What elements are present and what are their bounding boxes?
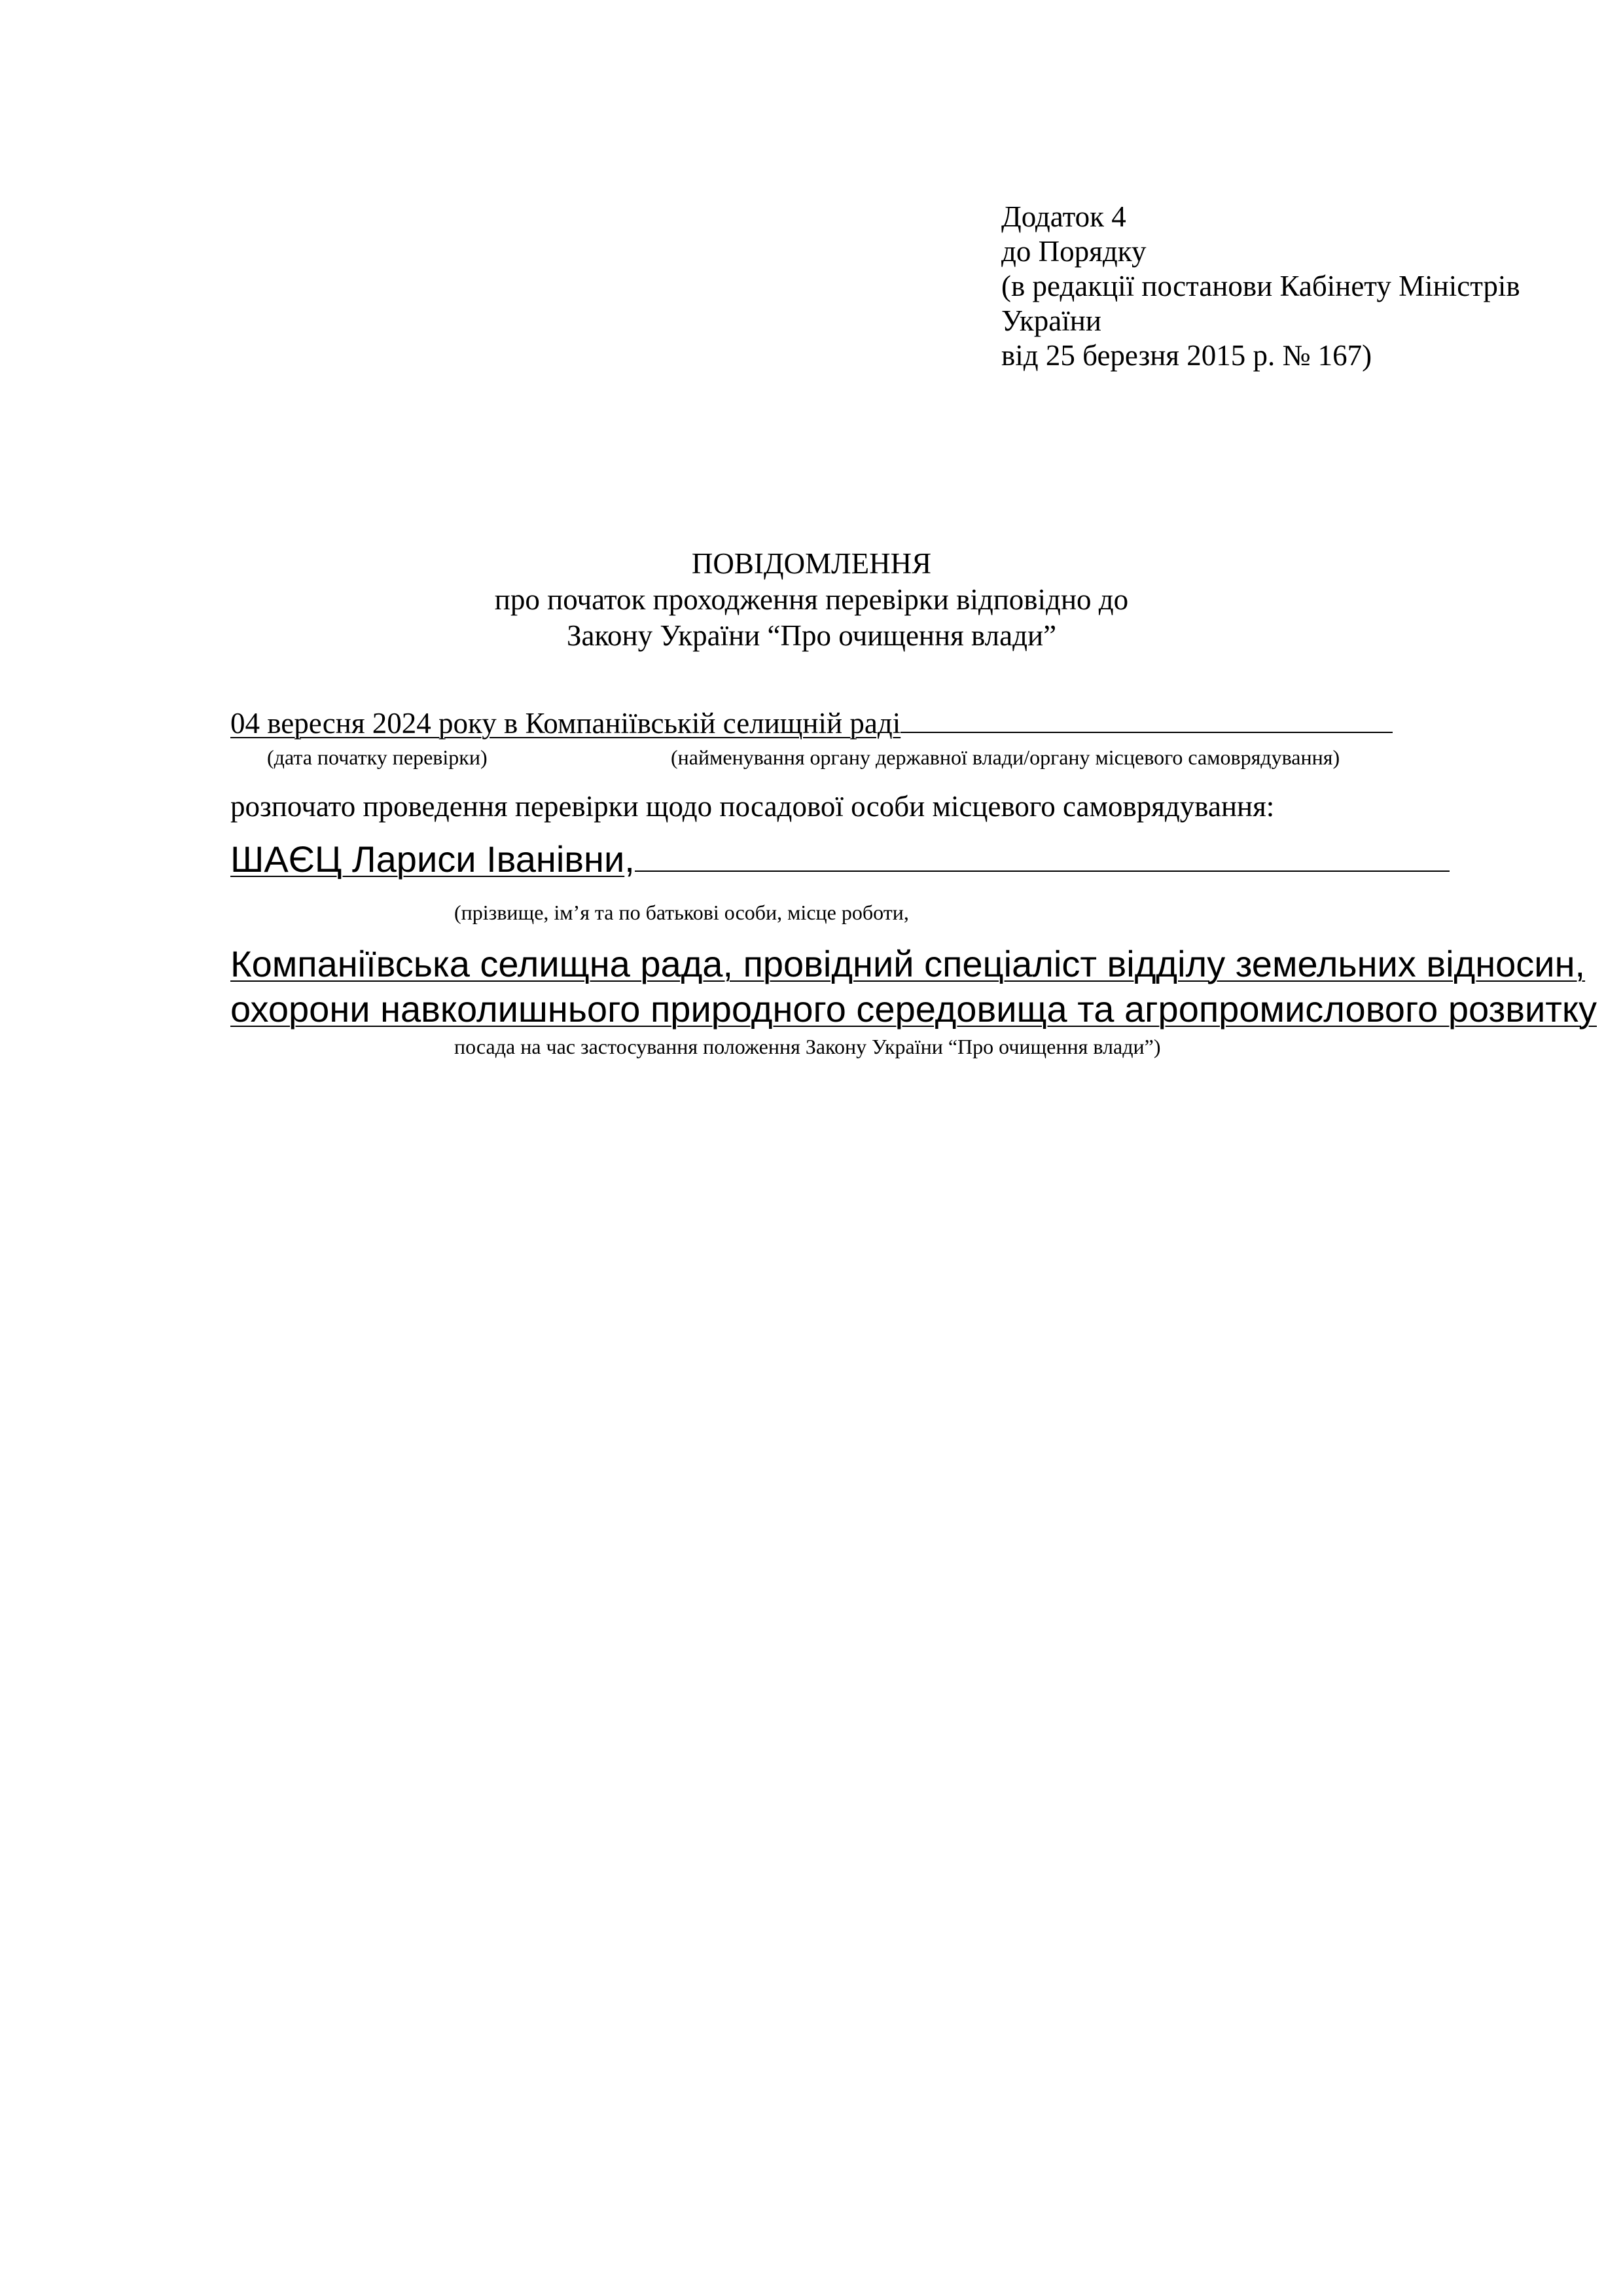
annex-line-5: від 25 березня 2015 р. № 167) [1001,339,1372,372]
annex-line-3: (в редакції постанови Кабінету Міністрів [1001,270,1520,302]
document-title [0,546,1623,654]
person-blank-line [635,870,1450,872]
annex-line-1: Додаток 4 [1001,200,1126,233]
caption-person: (прізвище, ім’я та по батькові особи, місце роботи, [454,901,909,924]
annex-line-2: до Порядку [1001,235,1147,268]
caption-authority: (найменування органу державної влади/органу місцевого самоврядування) [671,745,1340,769]
position-line-1: Компаніївська селищна рада, провідний спеціаліст відділу земельних відносин, [230,943,1586,984]
person-name-line [230,838,1450,881]
statement-text: розпочато проведення перевірки щодо посадової особи місцевого самоврядування: [230,790,1275,823]
position-line-2: охорони навколишнього природного середовища та агропромислового розвитку [230,988,1597,1030]
check-start-text: 04 вересня 2024 року в Компаніївській селищній раді [230,707,901,740]
check-start-line [230,706,1393,742]
title-subtitle-2: Закону України “Про очищення влади” [566,619,1057,652]
caption-date: (дата початку перевірки) [267,745,488,769]
title-subtitle-1: про початок проходження перевірки відповідно до [494,583,1129,616]
caption-position: посада на час застосування положення Закону України “Про очищення влади”) [454,1035,1161,1058]
check-start-blank-line [901,731,1393,733]
position-text [230,941,1597,1031]
annex-reference [1001,200,1590,373]
person-name: ШАЄЦ Лариси Іванівни [230,838,625,880]
person-name-comma: , [624,838,635,880]
annex-line-4: України [1001,304,1101,337]
title-main: ПОВІДОМЛЕННЯ [691,547,932,580]
